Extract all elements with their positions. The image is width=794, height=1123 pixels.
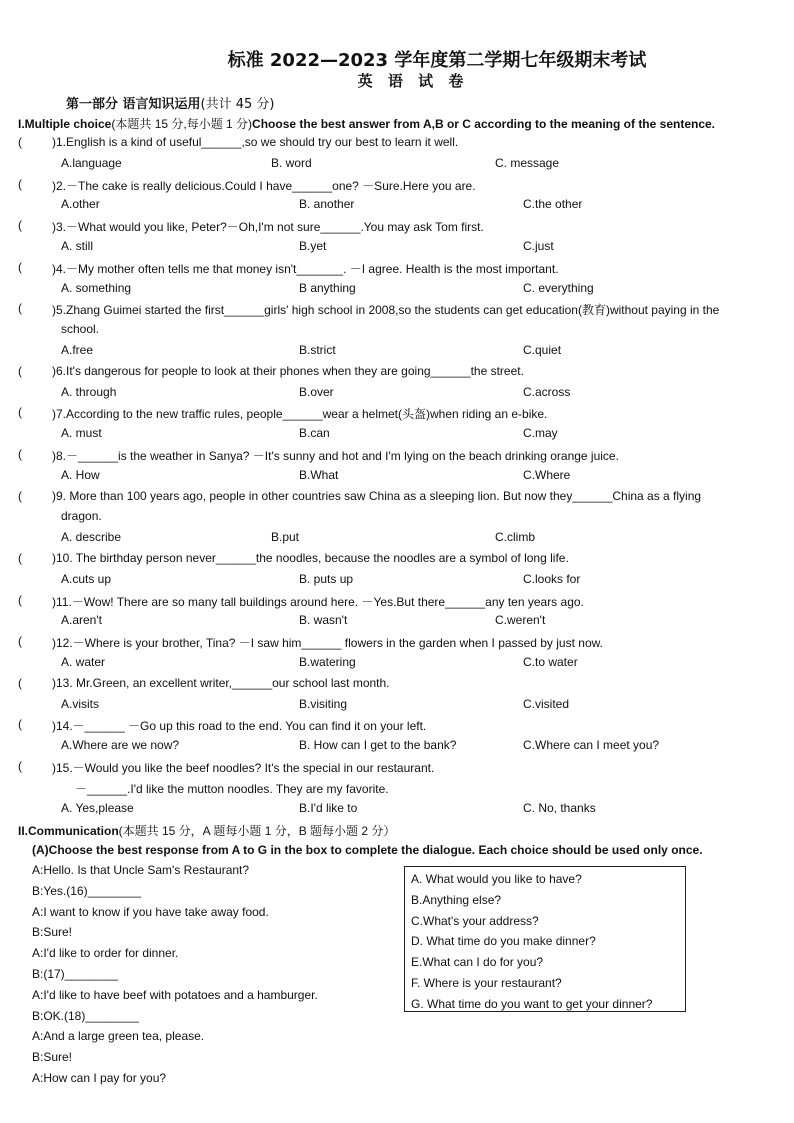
question-text: )11.－Wow! There are so many tall buildings around here. －Yes.But there______any ten years ago. — [52, 594, 584, 609]
choice-item: A. What would you like to have? — [411, 872, 582, 886]
choice-box — [404, 866, 686, 1012]
option-c: C.just — [523, 239, 554, 253]
answer-paren: ( — [18, 301, 22, 316]
option-c: C.weren't — [495, 613, 546, 628]
answer-paren: ( — [18, 759, 22, 773]
exam-subtitle: 英 语 试 卷 — [357, 72, 469, 90]
dialogue-line: A:I'd like to order for dinner. — [32, 946, 179, 961]
question-text: )10. The birthday person never______the noodles, because the noodles are a symbol of long life. — [52, 551, 569, 565]
option-b: B.What — [299, 467, 339, 482]
answer-paren: ( — [18, 634, 22, 649]
option-c: C.to water — [523, 655, 578, 669]
section2-instruction: (A)Choose the best response from A to G in the box to complete the dialogue. Each choice should be used only once. — [32, 843, 703, 857]
option-b: B. puts up — [299, 571, 354, 586]
option-a: A.aren't — [61, 613, 102, 628]
dialogue-line: B:(17)________ — [32, 967, 119, 981]
option-c: C.across — [523, 384, 571, 399]
option-b: B anything — [299, 280, 356, 295]
option-b: B. wasn't — [299, 613, 348, 628]
dialogue-line: A:How can I pay for you? — [32, 1071, 167, 1085]
option-b: B. word — [271, 155, 312, 170]
question-text: )5.Zhang Guimei started the first______girls' high school in 2008,so the students can get education(教育)without paying in the — [52, 303, 720, 318]
answer-paren: ( — [18, 717, 22, 732]
option-b: B.yet — [299, 239, 327, 253]
question-text-continued: －______.I'd like the mutton noodles. They are my favorite. — [75, 781, 389, 796]
section1-score: (本题共 15 分,每小题 1 分) — [111, 117, 253, 131]
question-text: )12.－Where is your brother, Tina? －I saw him______ flowers in the garden when I passed by just now. — [52, 636, 603, 651]
section1-heading — [18, 115, 715, 132]
option-a: A.cuts up — [61, 571, 112, 586]
option-c: C.quiet — [523, 343, 562, 357]
option-c: C.Where — [523, 467, 571, 482]
option-a: A.Where are we now? — [61, 738, 180, 753]
option-a: A. through — [61, 384, 117, 399]
option-b: B.over — [299, 384, 334, 399]
option-a: A. Yes,please — [61, 800, 134, 815]
dialogue-line: A:And a large green tea, please. — [32, 1029, 205, 1044]
answer-paren: ( — [18, 135, 22, 149]
option-b: B.visiting — [299, 696, 348, 711]
option-b: B. another — [299, 197, 355, 212]
option-a: A.free — [61, 343, 94, 357]
option-b: B.I'd like to — [299, 800, 358, 815]
option-b: B.can — [299, 426, 330, 441]
question-text: )15.－Would you like the beef noodles? It's the special in our restaurant. — [52, 761, 435, 775]
answer-paren: ( — [18, 488, 22, 503]
part-heading-bold: 第一部分 语言知识运用 — [66, 97, 201, 112]
dialogue-line: A:I'd like to have beef with potatoes and a hamburger. — [32, 987, 318, 1002]
option-a: A. How — [61, 467, 100, 482]
answer-paren: ( — [18, 551, 22, 565]
section2-heading — [18, 822, 395, 839]
section2-score: (本题共 15 分，A 题每小题 1 分，B 题每小题 2 分） — [118, 824, 396, 838]
option-c: C. everything — [523, 280, 594, 295]
answer-paren: ( — [18, 447, 22, 461]
answer-paren: ( — [18, 592, 22, 607]
part-heading-score: (共计 45 分) — [200, 97, 275, 112]
question-text: )6.It's dangerous for people to look at their phones when they are going______the street. — [52, 363, 524, 378]
question-text: )3.－What would you like, Peter?－Oh,I'm not sure______.You may ask Tom first. — [52, 220, 484, 235]
option-a: A.visits — [61, 696, 100, 711]
dialogue-line: B:Sure! — [32, 925, 73, 940]
question-text: )9. More than 100 years ago, people in other countries saw China as a sleeping lion. But now they______China as a flying — [52, 488, 702, 503]
section1-title: I.Multiple choice — [18, 117, 112, 131]
option-a: A.language — [61, 155, 122, 170]
choice-item: B.Anything else? — [411, 892, 502, 907]
dialogue-line: A:Hello. Is that Uncle Sam's Restaurant? — [32, 863, 250, 877]
option-a: A. must — [61, 426, 102, 441]
option-a: A. water — [61, 655, 106, 669]
question-text: )1.English is a kind of useful______,so we should try our best to learn it well. — [52, 135, 459, 149]
question-text: )14.－______ －Go up this road to the end. You can find it on your left. — [52, 719, 427, 734]
question-text-continued: school. — [61, 322, 100, 337]
option-c: C.climb — [495, 530, 536, 545]
answer-paren: ( — [18, 675, 22, 690]
option-c: C.Where can I meet you? — [523, 738, 660, 753]
question-text: )2.－The cake is really delicious.Could I have______one? －Sure.Here you are. — [52, 178, 476, 193]
section1-instruction: Choose the best answer from A,B or C according to the meaning of the sentence. — [252, 117, 716, 131]
question-text: )13. Mr.Green, an excellent writer,______our school last month. — [52, 675, 390, 690]
dialogue-line: B:Sure! — [32, 1050, 73, 1065]
answer-paren: ( — [18, 218, 22, 233]
option-a: A. describe — [61, 530, 122, 545]
choice-item: C.What's your address? — [411, 913, 539, 928]
section2-title: II.Communication — [18, 824, 119, 838]
question-text: )4.－My mother often tells me that money isn't_______. －I agree. Health is the most important. — [52, 261, 559, 276]
question-text: )8.－______is the weather in Sanya? －It's sunny and hot and I'm lying on the beach drinking orange juice. — [52, 449, 619, 463]
option-b: B.put — [271, 530, 300, 545]
choice-item: E.What can I do for you? — [411, 955, 544, 970]
option-c: C. No, thanks — [523, 800, 596, 815]
option-a: A. still — [61, 239, 94, 253]
answer-paren: ( — [18, 405, 22, 420]
question-text-continued: dragon. — [61, 509, 102, 524]
dialogue-line: B:OK.(18)________ — [32, 1008, 139, 1023]
question-text: )7.According to the new traffic rules, people______wear a helmet(头盔)when riding an e-bike. — [52, 407, 548, 422]
choice-item: D. What time do you make dinner? — [411, 934, 596, 949]
answer-paren: ( — [18, 176, 22, 191]
choice-item: G. What time do you want to get your dinner? — [411, 996, 653, 1011]
part-heading — [66, 93, 274, 112]
option-c: C. message — [495, 155, 560, 170]
option-c: C.may — [523, 426, 558, 441]
answer-paren: ( — [18, 259, 22, 274]
choice-item: F. Where is your restaurant? — [411, 975, 562, 990]
option-a: A. something — [61, 280, 132, 295]
option-b: B. How can I get to the bank? — [299, 738, 457, 753]
option-a: A.other — [61, 197, 100, 212]
option-c: C.visited — [523, 696, 570, 711]
option-b: B.watering — [299, 655, 356, 669]
answer-paren: ( — [18, 363, 22, 378]
exam-title: 标准 2022—2023 学年度第二学期七年级期末考试 — [227, 50, 647, 71]
option-c: C.the other — [523, 197, 583, 212]
dialogue-line: A:I want to know if you have take away food. — [32, 904, 269, 919]
option-b: B.strict — [299, 343, 336, 357]
dialogue-line: B:Yes.(16)________ — [32, 883, 141, 898]
option-c: C.looks for — [523, 571, 581, 586]
